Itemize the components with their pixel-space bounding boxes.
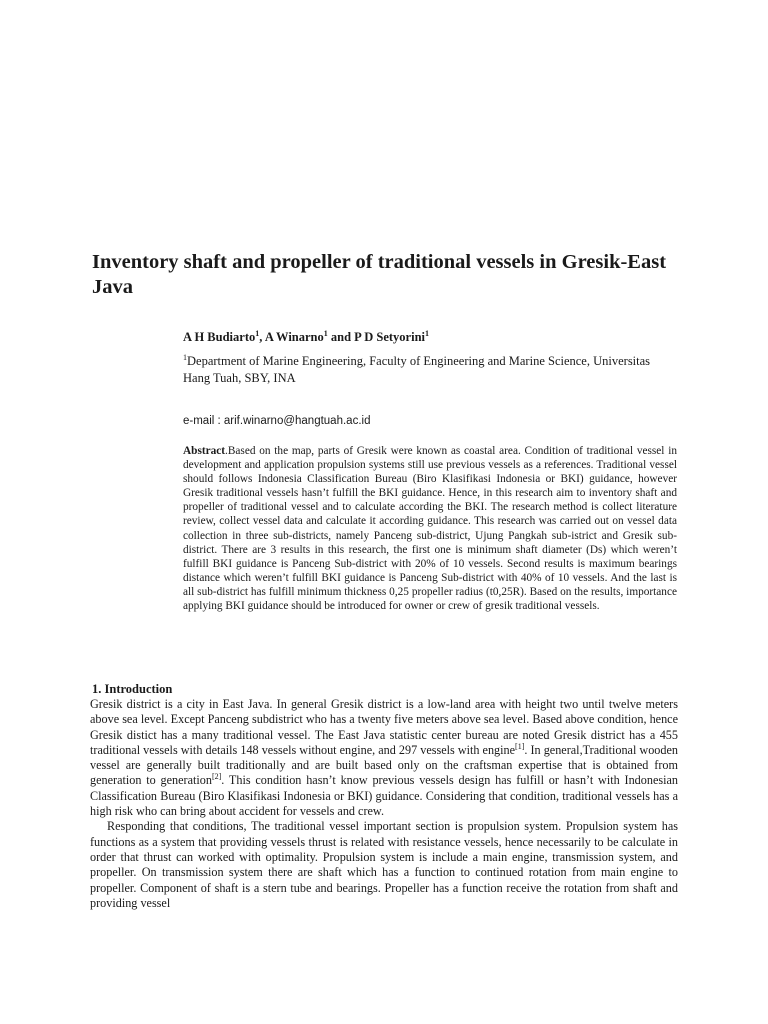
citation-ref: [1] bbox=[515, 741, 525, 751]
affiliation-mark: 1 bbox=[183, 352, 187, 362]
section-heading-introduction: 1. Introduction bbox=[92, 682, 173, 696]
intro-paragraph bbox=[90, 697, 678, 819]
author-separator: and bbox=[327, 330, 355, 344]
paper-title: Inventory shaft and propeller of traditional vessels in Gresik-East Java bbox=[92, 251, 667, 298]
author-separator: , bbox=[259, 330, 265, 344]
author-affiliation-mark: 1 bbox=[255, 328, 260, 338]
author-affiliation-mark: 1 bbox=[323, 328, 328, 338]
abstract bbox=[183, 444, 677, 613]
affiliation bbox=[183, 353, 653, 387]
author-affiliation-mark: 1 bbox=[425, 328, 429, 338]
affiliation-text: Department of Marine Engineering, Faculty of Engineering and Marine Science, Universitas Hang Tuah, SBY, INA bbox=[183, 354, 651, 385]
introduction-body bbox=[90, 697, 678, 911]
intro-paragraph: Responding that conditions, The traditional vessel important section is propulsion system. Propulsion system has functions as a system that providing vessels thrust is related with resistance vessels, hence necessarily to be calculate in order that thrust can worked with optimality. Propulsion system is include a main engine, transmission system, and propeller. On transmission system there are shaft which has a function to continued rotation from main engine to propeller. Component of shaft is a stern tube and bearings. Propeller has a function receive the rotation from shaft and providing vessel bbox=[90, 819, 678, 910]
citation-ref: [2] bbox=[211, 772, 222, 782]
intro-text: Gresik district is a city in East Java. In general Gresik district is a low-land area with height two until twelve meters above sea level. Except Panceng subdistrict who has a twenty five meters above sea level. Based above condition, hence Gresik distict has a many traditional vessel. The East Java statistic center bureau are noted Gresik district has a 455 traditional vessels with details 148 vessels without engine, and 297 vessels with engine bbox=[90, 697, 678, 757]
author-name: A H Budiarto bbox=[183, 330, 256, 344]
abstract-label: Abstract bbox=[183, 445, 226, 457]
author-email: e-mail : arif.winarno@hangtuah.ac.id bbox=[183, 415, 371, 427]
intro-text: . This condition hasn’t know previous vessels design has fulfill or hasn’t with Indonesian Classification Bureau (Biro Klasifikasi Indonesia or BKI) guidance. Considering that condition, traditional vessels has a high risk who can bring about accident for vessels and crew. bbox=[90, 773, 678, 819]
author-name: P D Setyorini bbox=[354, 330, 425, 344]
abstract-text: .Based on the map, parts of Gresik were known as coastal area. Condition of traditional vessel in development and application propulsion systems still use previous vessels as a references. Traditional vessel should follows Indonesia Classification Bureau (Biro Klasifikasi Indonesia or BKI) guidance, however Gresik traditional vessels hasn’t fulfill the BKI guidance. Hence, in this research aim to inventory shaft and propeller of traditional vessel and to calculate according the BKI. The research method is collect literature review, collect vessel data and calculate it according guidance. This research was carried out on vessel data collection in three sub-districts, namely Panceng sub-district, Ujung Pangkah sub-istrict and Gresik sub-district. There are 3 results in this research, the first one is minimum shaft diameter (Ds) which weren’t fulfill BKI guidance is Panceng Sub-district with 20% of 10 vessels. Second results is maximum bearings distance which weren’t fulfill BKI guidance is Panceng Sub-district with 40% of 10 vessels. And the last is all sub-district has fulfill minimum thickness 0,25 propeller radius (t0,25R). Based on the results, importance applying BKI guidance should be introduced for owner or crew of gresik traditional vessels. bbox=[183, 445, 677, 613]
intro-text: . In general,Traditional wooden vessel are generally built traditionally and are built based only on the craftsman expertise that is obtained from generation to generation bbox=[90, 742, 678, 788]
author-name: A Winarno bbox=[264, 330, 324, 344]
author-list bbox=[183, 330, 429, 345]
